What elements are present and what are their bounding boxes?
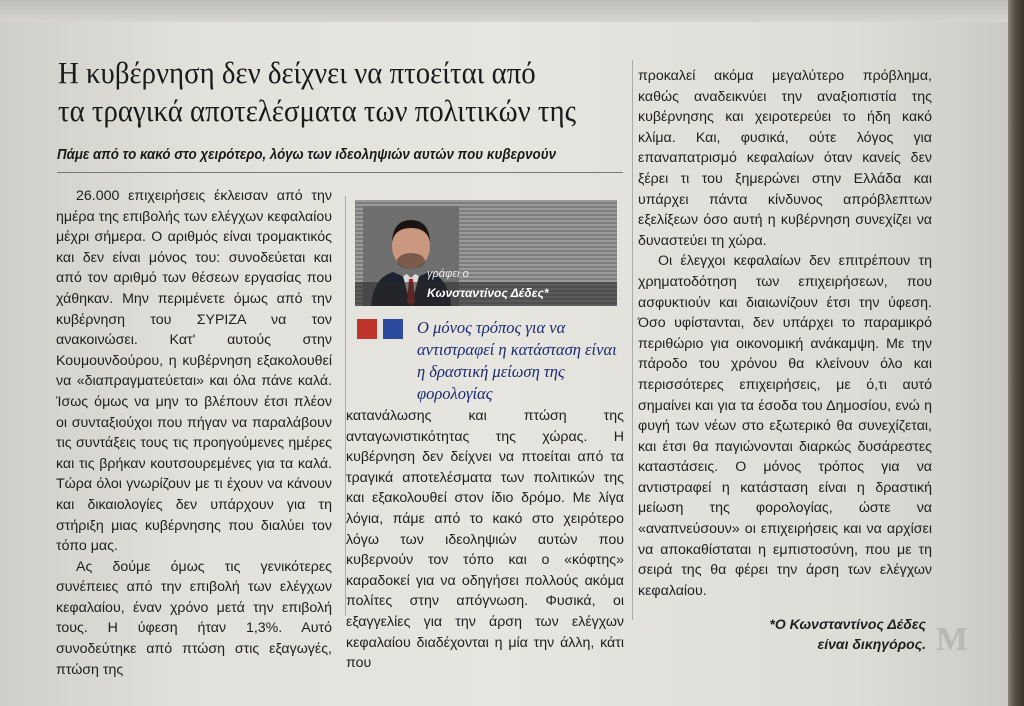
article-column-3: [638, 66, 932, 601]
article-column-1: [56, 186, 332, 680]
headline-line-1: Η κυβέρνηση δεν δείχνει να πτοείται από: [58, 55, 536, 90]
red-square-icon: [357, 319, 377, 339]
author-prefix: γράφει ο: [427, 268, 469, 280]
author-photo: [355, 200, 617, 306]
headline-line-2: τα τραγικά αποτελέσματα των πολιτικών της: [58, 93, 576, 128]
author-signature: [740, 614, 926, 654]
headline-divider: [57, 172, 623, 173]
paragraph: Ας δούμε όμως τις γενικότερες συνέπειες από την επιβολή των ελέγχων κεφαλαίου, έναν χρόνο μετά την επιβολή τους. Η ύφεση ήταν 1,3%. Αυτό συνοδεύτηκε από πτώση στις εξαγωγές, πτώση της: [56, 558, 332, 678]
pull-quote: Ο μόνος τρόπος για να αντιστραφεί η κατάσταση είναι η δραστική μείωση της φορολογίας: [417, 318, 617, 403]
paragraph: 26.000 επιχειρήσεις έκλεισαν από την ημέρα της επιβολής των ελέγχων κεφαλαίου μέχρι σήμερα. Ο αριθμός είναι τρομακτικός και δεν είναι μόνος του: συνοδεύεται και από τον αριθμό των θέσεων εργασίας που χάθηκαν. Μην περιμένετε όμως από την κυβέρνηση του ΣΥΡΙΖΑ να τον ανακοινώσει. Κατ' αυτούς στην Κουμουνδούρου, η κυβέρνηση εξακολουθεί να «διαπραγματεύεται» και όλα πάνε καλά. Ίσως όμως να μην το βλέπουν έτσι πλέον οι συνταξιούχοι που πήγαν να παραλάβουν τις συντάξεις τους τις προηγούμενες ημέρες και τις βρήκαν κουτσουρεμένες για τα καλά. Τώρα όλοι γνωρίζουν με τι έχουν να κάνουν και δικαιολογίες δεν υπάρχουν για τη στήριξη μιας κυβέρνησης που διαλύει τον τόπο μας.: [56, 188, 332, 555]
column-divider-2: [632, 60, 633, 620]
article-headline: [58, 54, 597, 130]
blue-square-icon: [383, 319, 403, 339]
signature-line-1: *Ο Κωνσταντίνος Δέδες: [769, 616, 926, 632]
article-subheadline: Πάμε από το κακό στο χειρότερο, λόγω των ιδεοληψιών αυτών που κυβερνούν: [57, 146, 557, 163]
pull-quote-box: [357, 317, 625, 407]
paragraph: προκαλεί ακόμα μεγαλύτερο πρόβλημα, καθώς αναδεικνύει την αναξιοπιστία της κυβέρνησης και χειροτερεύει το ήδη κακό κλίμα. Και, φυσικά, ούτε λόγος για επαναπατρισμό κεφαλαίων όταν κανείς δεν ξέρει τι του ξημερώνει στην Ελλάδα και υπάρχει πάντα κίνδυνος απρόβλεπτων εξελίξεων όσο αυτή η κυβέρνηση συνεχίζει να δυναστεύει τη χώρα.: [638, 68, 932, 249]
signature-line-2: είναι δικηγόρος.: [817, 636, 926, 652]
paragraph: Οι έλεγχοι κεφαλαίων δεν επιτρέπουν τη χρηματοδότηση των επιχειρήσεων, που ασφυκτιούν και διαιωνίζουν έτσι την ύφεση. Όσο υφίστανται, δεν υπάρχει το παραμικρό περιθώριο για οικονομική ανάκαμψη. Με την πάροδο του χρόνου θα κλείνουν όλο και περισσότερες επιχειρήσεις, με ό,τι αυτό σημαίνει και για τα έσοδα του Δημοσίου, ενώ η φυγή των νέων στο εξωτερικό θα συνεχίζεται, και έτσι θα παγιώνονται διαρκώς δυσάρεστες καταστάσεις. Ο μόνος τρόπος για να αντιστραφεί η κατάσταση είναι η δραστική μείωση της φορολογίας, ώστε να «αναπνεύσουν» οι επιχειρήσεις και να αρχίσει να αποκαθίσταται η εμπιστοσύνη, που με τη σειρά της θα φέρει την άρση των ελέγχων κεφαλαίου.: [638, 253, 932, 599]
paragraph: κατανάλωσης και πτώση της ανταγωνιστικότητας της χώρας. Η κυβέρνηση δεν δείχνει να πτοείται από τα τραγικά αποτελέσματα των πολιτικών της και εξακολουθεί στον ίδιο δρόμο. Με λίγα λόγια, πάμε από το κακό στο χειρότερο λόγω των ιδεοληψιών αυτών που κυβερνούν τον τόπο και ο «κόφτης» καραδοκεί για να οδηγήσει πολλούς ακόμα πολίτες στην απόγνωση. Φυσικά, οι εξαγγελίες για την άρση των ελέγχων κεφαλαίου διαδέχονται η μία την άλλη, κάτι που: [346, 408, 624, 672]
page-binding-edge: [1008, 0, 1024, 706]
page-top-edge: [0, 0, 1010, 22]
newspaper-logo-icon: M: [936, 621, 969, 658]
article-column-2: [346, 406, 624, 674]
author-name: Κωνσταντίνος Δέδες*: [427, 286, 549, 300]
